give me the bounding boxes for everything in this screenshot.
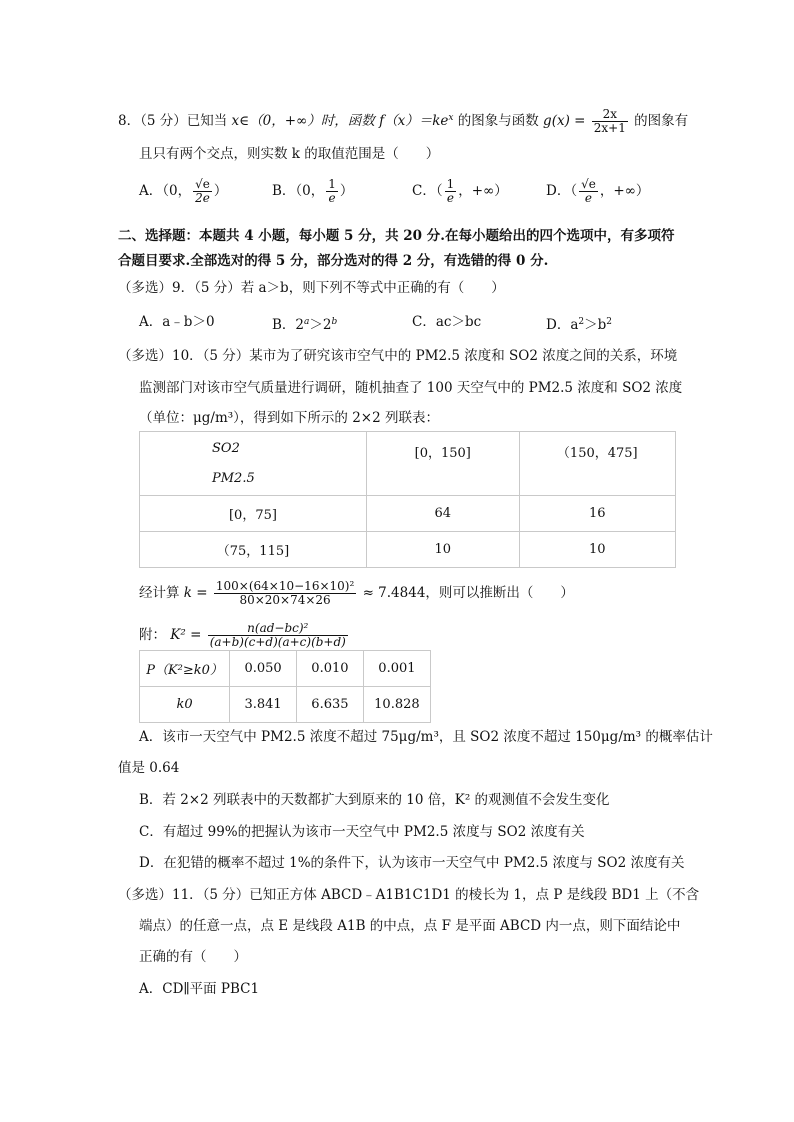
q11-stem-line2: 端点）的任意一点，点 E 是线段 A1B 的中点，点 F 是平面 ABCD 内一点，则下面结论中 [139,918,681,934]
table-cell: 64 [366,496,519,532]
q9-option-d[interactable]: D．$a^2>b^2$ [546,317,612,333]
table-corner-cell: SO2 PM2.5 [140,432,367,496]
q10-formula-note: 附： K² = $\frac{\text{n(ad−bc)²}}{(a+b)(c+d)(a+c)(b+d)}$ [139,621,346,649]
q8-option-b[interactable]: B．（0， $\frac{1}{e}$ ） [272,177,354,205]
q8-option-a[interactable]: A．（0， $\frac{√e}{2e}$ ） [139,177,228,205]
crit-cell: 0.010 [296,651,363,687]
q11-stem-line1: （多选）11．（5 分）已知正方体 ABCD﹣A1B1C1D1 的棱长为 1，点 P 是线段 BD1 上（不含 [118,887,700,903]
q10-option-a[interactable]: A．该市一天空气中 PM2.5 浓度不超过 75μg/m³，且 SO2 浓度不超过 150μg/m³ 的概率估计 [139,729,713,745]
table-cell: 10 [366,532,519,568]
table-row-label-2: （75，115] [140,532,367,568]
section2-heading-line2: 合题目要求.全部选对的得 5 分，部分选对的得 2 分，有选错的得 0 分. [118,253,549,269]
q10-calculation: 经计算 k = $\frac{\text{100×(64×10−16×10)²}}{80\times 20\times 74\times 26}$ ≈ 7.4844，则可以推断出（ ） [139,579,574,607]
q9-option-c[interactable]: C．ac＞bc [412,314,482,330]
crit-cell: 10.828 [363,687,430,723]
q9-stem: （多选）9．（5 分）若 a＞b，则下列不等式中正确的有（ ） [118,280,505,296]
q10-option-d[interactable]: D．在犯错的概率不超过 1%的条件下，认为该市一天空气中 PM2.5 浓度与 SO2 浓度有关 [139,855,685,871]
q9-option-a[interactable]: A．a﹣b＞0 [139,314,215,330]
critical-value-table [139,650,431,723]
q10-option-a-continued: 值是 0.64 [118,760,180,776]
section2-heading-line1: 二、选择题：本题共 4 小题，每小题 5 分，共 20 分.在每小题给出的四个选项中，有多项符 [118,228,675,244]
q8-stem-line2: 且只有两个交点，则实数 k 的取值范围是（ ） [139,146,440,162]
q11-stem-line3: 正确的有（ ） [139,949,247,965]
table-col-header-2: （150，475] [519,432,675,496]
crit-cell: 3.841 [230,687,297,723]
crit-row-label-2: k0 [140,687,230,723]
q10-stem-line1: （多选）10．（5 分）某市为了研究该市空气中的 PM2.5 浓度和 SO2 浓度之间的关系，环境 [118,348,678,364]
table-row-label-1: [0，75] [140,496,367,532]
crit-row-label-1: P（K²≥k0） [140,651,230,687]
q8-option-d[interactable]: D．（ $\frac{√e}{e}$ ，+∞） [546,177,650,205]
q8-g-fraction: $\frac{2x}{2x+1}$ [593,107,626,135]
table-cell: 10 [519,532,675,568]
table-col-header-1: [0，150] [366,432,519,496]
crit-cell: 0.001 [363,651,430,687]
q10-option-c[interactable]: C．有超过 99%的把握认为该市一天空气中 PM2.5 浓度与 SO2 浓度有关 [139,824,585,840]
contingency-table [139,431,676,568]
q8-stem-line1: 8．（5 分）已知当 x∈（0，+∞）时，函数 $f(x)=ke^x$ 的图象与函数 g(x) = $\frac{2x}{2x+1}$ 的图象有 [118,107,689,135]
q8-option-c[interactable]: C．（ $\frac{1}{e}$ ，+∞） [412,177,508,205]
q10-stem-line3: （单位：μg/m³），得到如下所示的 2×2 列联表： [139,410,439,426]
q9-option-b[interactable]: B．$2^a>2^b$ [272,317,338,333]
q10-option-b[interactable]: B．若 2×2 列联表中的天数都扩大到原来的 10 倍，K² 的观测值不会发生变化 [139,792,610,808]
crit-cell: 0.050 [230,651,297,687]
table-cell: 16 [519,496,675,532]
q11-option-a[interactable]: A．CD∥平面 PBC1 [139,981,260,997]
q10-stem-line2: 监测部门对该市空气质量进行调研，随机抽查了 100 天空气中的 PM2.5 浓度和 SO2 浓度 [139,380,683,396]
crit-cell: 6.635 [296,687,363,723]
